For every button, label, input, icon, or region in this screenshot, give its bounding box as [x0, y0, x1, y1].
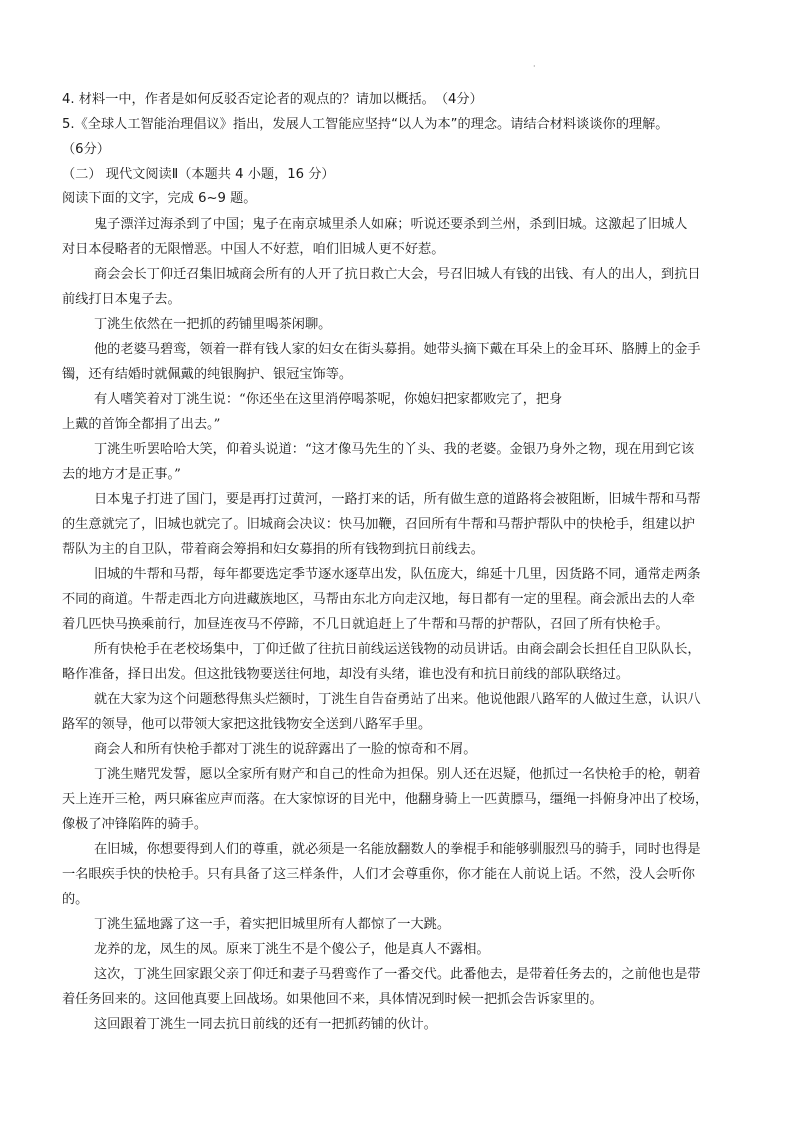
passage-line: 天上连开三枪，两只麻雀应声而落。在大家惊讶的目光中，他翻身骑上一匹黄膘马，缰绳一抖俯身冲出了校场，: [62, 792, 709, 807]
passage-line: 不同的商道。牛帮走西北方向进藏族地区，马帮由东北方向走汉地，每日都有一定的里程。商会派出去的人牵: [62, 592, 695, 607]
section-heading: （二） 现代文阅读Ⅱ（本题共 4 小题，16 分）: [62, 167, 335, 182]
question-4: 4. 材料一中，作者是如何反驳否定论者的观点的？请加以概括。 （4分）: [62, 92, 483, 107]
passage-line: 在旧城，你想要得到人们的尊重，就必须是一名能放翻数人的拳棍手和能够驯服烈马的骑手，同时也得是: [94, 842, 701, 857]
passage-line: 丁洮生依然在一把抓的药铺里喝茶闲聊。: [94, 317, 332, 332]
passage-line: 前线打日本鬼子去。: [62, 292, 181, 307]
passage-line: 的。: [62, 892, 89, 907]
passage-line: 着几匹快马换乘前行，加昼连夜马不停蹄，不几日就追赶上了牛帮和马帮的护帮队，召回了所有快枪手。: [62, 617, 669, 632]
passage-line: 的生意就完了，旧城也就完了。旧城商会决议：快马加鞭，召回所有牛帮和马帮护帮队中的快枪手，组建以护: [62, 517, 695, 532]
passage-line: 一名眼疾手快的快枪手。只有具备了这三样条件，人们才会尊重你，你才能在人前说上话。不然，没人会听你: [62, 867, 695, 882]
question-5-line-1: 5.《全球人工智能治理倡议》指出，发展人工智能应坚持“以人为本”的理念。请结合材料谈谈你的理解。: [62, 117, 669, 132]
passage-line: 龙养的龙，凤生的凤。原来丁洮生不是个傻公子，他是真人不露相。: [94, 942, 490, 957]
passage-line: 所有快枪手在老校场集中，丁仰迁做了往抗日前线运送钱物的动员讲话。由商会副会长担任自卫队队长，: [94, 642, 701, 657]
passage-line: 路军的领导，他可以带领大家把这批钱物安全送到八路军手里。: [62, 717, 432, 732]
passage-line: 旧城的牛帮和马帮，每年都要选定季节逐水逐草出发，队伍庞大，绵延十几里，因货路不同，通常走两条: [94, 567, 701, 582]
passage-line: 他的老婆马碧鸾，领着一群有钱人家的妇女在街头募捐。她带头摘下戴在耳朵上的金耳环、胳膊上的金手: [94, 342, 701, 357]
passage-line: 去的地方才是正事。”: [62, 467, 181, 482]
passage-line: 鬼子漂洋过海杀到了中国；鬼子在南京城里杀人如麻；听说还要杀到兰州，杀到旧城。这激起了旧城人: [94, 217, 688, 232]
passage-line: 像极了冲锋陷阵的骑手。: [62, 817, 208, 832]
passage-line: 丁洮生听罢哈哈大笑，仰着头说道：“这才像马先生的丫头、我的老婆。金银乃身外之物，现在用到它该: [94, 442, 695, 457]
passage-line: 上戴的首饰全都捐了出去。”: [62, 417, 221, 432]
passage-line: 丁洮生猛地露了这一手，着实把旧城里所有人都惊了一大跳。: [94, 917, 451, 932]
passage-line: 商会会长丁仰迁召集旧城商会所有的人开了抗日救亡大会，号召旧城人有钱的出钱、有人的出人，到抗日: [94, 267, 701, 282]
passage-line: 帮队为主的自卫队，带着商会筹捐和妇女募捐的所有钱物到抗日前线去。: [62, 542, 484, 557]
passage-line: 有人嗜笑着对丁洮生说：“你还坐在这里消停喝茶呢，你媳妇把家都败完了，把身: [94, 392, 563, 407]
question-5-line-2: （6分）: [62, 142, 110, 157]
passage-line: 着任务回来的。这回他真要上回战场。如果他回不来，具体情况到时候一把抓会告诉家里的。: [62, 992, 603, 1007]
passage-line: 对日本侵略者的无限憎恶。中国人不好惹，咱们旧城人更不好惹。: [62, 242, 445, 257]
passage-line: 商会人和所有快枪手都对丁洮生的说辞露出了一脸的惊奇和不屑。: [94, 742, 477, 757]
passage-line: 镯，还有结婚时就佩戴的纯银胸护、银冠宝饰等。: [62, 367, 353, 382]
passage-line: 这次，丁洮生回家跟父亲丁仰迁和妻子马碧鸾作了一番交代。此番他去，是带着任务去的，之前他也是带: [94, 967, 701, 982]
corner-mark: ·: [533, 62, 536, 71]
section-instruction: 阅读下面的文字，完成 6~9 题。: [62, 191, 257, 206]
passage-line: 这回跟着丁洮生一同去抗日前线的还有一把抓药铺的伙计。: [94, 1017, 437, 1032]
passage-line: 略作准备，择日出发。但这批钱物要送往何地，却没有头绪，谁也没有和抗日前线的部队联络过。: [62, 667, 630, 682]
passage-line: 丁洮生赌咒发誓，愿以全家所有财产和自己的性命为担保。别人还在迟疑，他抓过一名快枪手的枪，朝着: [94, 767, 701, 782]
passage-line: 日本鬼子打进了国门，要是再打过黄河，一路打来的话，所有做生意的道路将会被阻断，旧城牛帮和马帮: [94, 492, 701, 507]
passage-line: 就在大家为这个问题愁得焦头烂额时，丁洮生自告奋勇站了出来。他说他跟八路军的人做过生意，认识八: [94, 692, 701, 707]
